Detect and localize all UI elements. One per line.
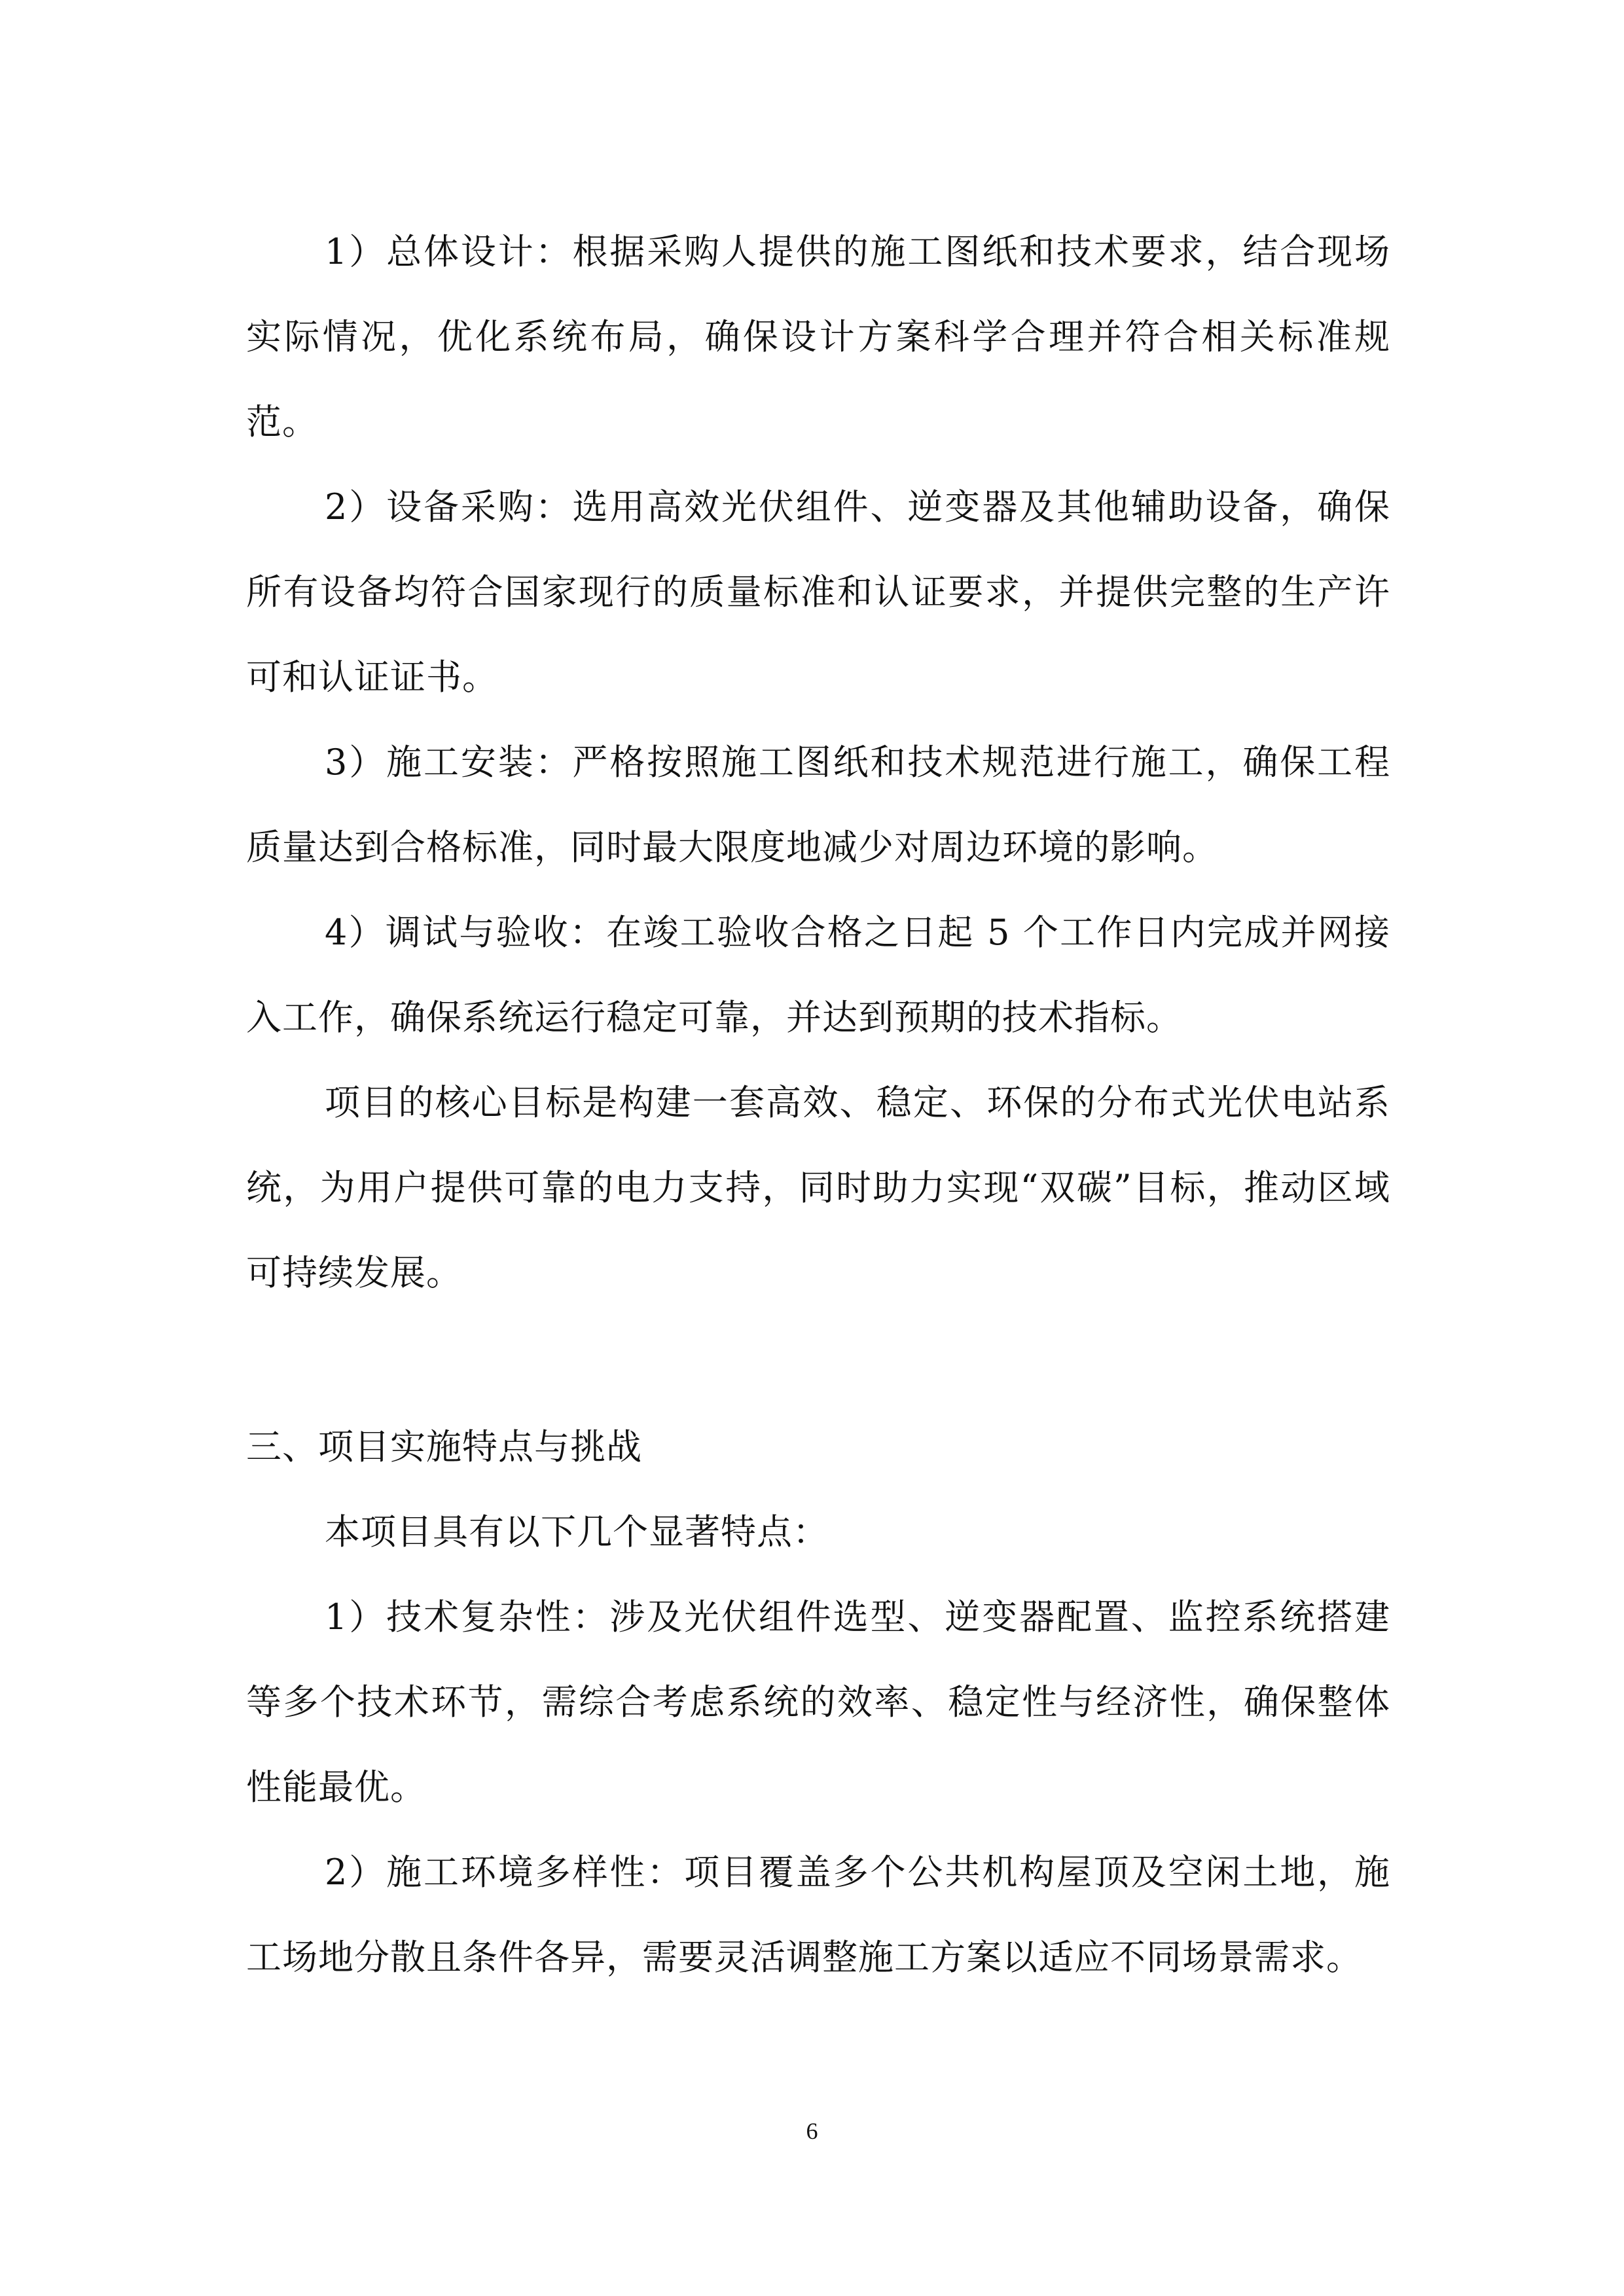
paragraph-core-goal: 项目的核心目标是构建一套高效、稳定、环保的分布式光伏电站系统，为用户提供可靠的电力支持，同时助力实现“双碳”目标，推动区域可持续发展。 — [246, 1082, 1390, 1293]
section-heading: 三、项目实施特点与挑战 — [246, 1426, 642, 1467]
paragraph-equipment-procurement: 2）设备采购：选用高效光伏组件、逆变器及其他辅助设备，确保所有设备均符合国家现行的质量标准和认证要求，并提供完整的生产许可和认证证书。 — [246, 486, 1390, 698]
paragraph-technical-complexity: 1）技术复杂性：涉及光伏组件选型、逆变器配置、监控系统搭建等多个技术环节，需综合考虑系统的效率、稳定性与经济性，确保整体性能最优。 — [246, 1596, 1390, 1808]
section-gap — [246, 1316, 1390, 1405]
paragraph-features-intro: 本项目具有以下几个显著特点： — [325, 1511, 829, 1552]
page-number: 6 — [806, 2118, 818, 2144]
paragraph-environment-diversity: 2）施工环境多样性：项目覆盖多个公共机构屋顶及空闲土地，施工场地分散且条件各异，需要灵活调整施工方案以适应不同场景需求。 — [246, 1852, 1390, 1978]
paragraph-overall-design: 1）总体设计：根据采购人提供的施工图纸和技术要求，结合现场实际情况，优化系统布局，确保设计方案科学合理并符合相关标准规范。 — [246, 231, 1390, 442]
page-content — [246, 209, 1390, 2000]
paragraph-commissioning-acceptance: 4）调试与验收：在竣工验收合格之日起 5 个工作日内完成并网接入工作，确保系统运行稳定可靠，并达到预期的技术指标。 — [246, 912, 1390, 1038]
paragraph-construction-installation: 3）施工安装：严格按照施工图纸和技术规范进行施工，确保工程质量达到合格标准，同时最大限度地减少对周边环境的影响。 — [246, 742, 1390, 868]
